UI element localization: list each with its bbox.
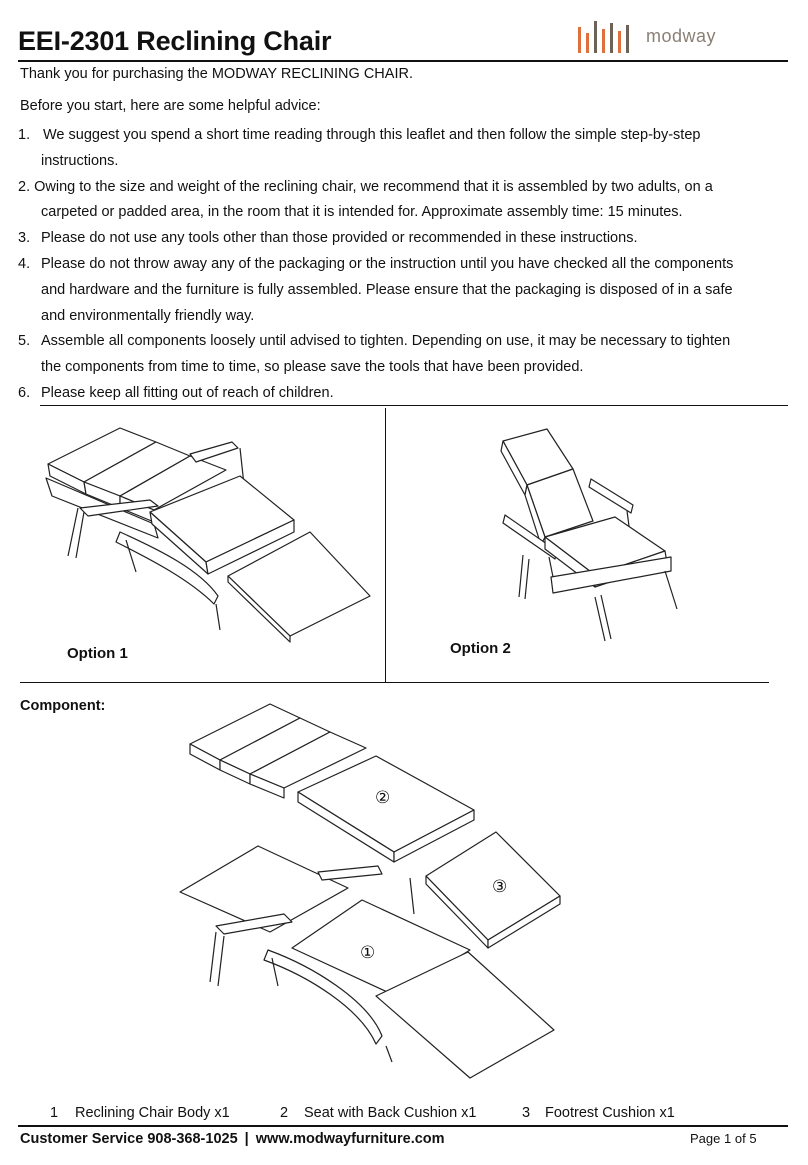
product-name: MODWAY RECLINING CHAIR. xyxy=(211,66,413,82)
advice-item-2 xyxy=(18,175,778,227)
advice-text: instructions. xyxy=(41,152,119,169)
advice-item-5: 5. Assemble all components loosely until advised to tighten. Depending on use, it may be necessary to tighten the components from time to time, so please save the tools that have been provided. xyxy=(18,329,778,381)
option2-label: Option 2 xyxy=(450,640,511,657)
footer-rule xyxy=(18,1125,788,1127)
advice-heading: Before you start, here are some helpful advice: xyxy=(20,98,321,114)
callout-1: ① xyxy=(360,943,376,962)
figure-rule-bottom xyxy=(20,682,769,683)
callout-3: ③ xyxy=(492,877,508,896)
intro-prefix: Thank you for purchasing the xyxy=(20,66,212,82)
intro-line xyxy=(20,66,413,82)
advice-list xyxy=(18,123,778,407)
part-3-label: Footrest Cushion x1 xyxy=(545,1105,675,1121)
advice-text: and hardware and the furniture is fully assembled. Please ensure that the packaging is disposed of in a safe xyxy=(41,281,733,298)
advice-text: Assemble all components loosely until advised to tighten. Depending on use, it may be necessary to tighten xyxy=(41,333,731,350)
website-link[interactable]: www.modwayfurniture.com xyxy=(255,1131,445,1147)
footer-separator: | xyxy=(244,1131,249,1147)
advice-item-6: 6. Please keep all fitting out of reach of children. xyxy=(18,381,778,407)
advice-item-4: 4. Please do not throw away any of the packaging or the instruction until you have checked all the components and hardware and the furniture is fully assembled. Please ensure that the packaging is disposed of in a safe and environmentally friendly way. xyxy=(18,252,778,329)
customer-service: Customer Service 908-368-1025 xyxy=(20,1131,238,1147)
figure-rule-top xyxy=(40,405,788,406)
advice-item-1: 1. We suggest you spend a short time reading through this leaflet and then follow the simple step-by-step instructions. xyxy=(18,123,778,175)
brand-name: modway xyxy=(646,26,717,46)
page-title: EEI-2301 Reclining Chair xyxy=(18,26,332,56)
advice-text: 2. Owing to the size and weight of the reclining chair, we recommend that it is assembled by two adults, on a xyxy=(18,178,713,195)
part-2-num: 2 xyxy=(280,1105,289,1121)
option1-lounger-illustration xyxy=(40,420,380,640)
header-rule xyxy=(18,60,788,62)
component-exploded-illustration xyxy=(180,700,570,1100)
part-1-num: 1 xyxy=(50,1105,59,1121)
advice-text: Please do not throw away any of the packaging or the instruction until you have checked all the components xyxy=(41,255,734,272)
advice-item-3: 3. Please do not use any tools other than those provided or recommended in these instructions. xyxy=(18,226,778,252)
footer-contact xyxy=(20,1131,445,1147)
advice-text: Please do not use any tools other than those provided or recommended in these instructions. xyxy=(41,230,638,247)
part-2-label: Seat with Back Cushion x1 xyxy=(304,1105,477,1121)
part-1-label: Reclining Chair Body x1 xyxy=(75,1105,230,1121)
advice-text: and environmentally friendly way. xyxy=(41,307,255,324)
page-indicator: Page 1 of 5 xyxy=(690,1131,757,1146)
callout-2: ② xyxy=(375,788,391,807)
option1-label: Option 1 xyxy=(67,645,128,662)
advice-text: We suggest you spend a short time reading through this leaflet and then follow the simple step-by-step xyxy=(43,127,701,143)
advice-text: carpeted or padded area, in the room that it is intended for. Approximate assembly time: 15 minutes. xyxy=(41,204,683,221)
figure-divider xyxy=(385,408,386,683)
advice-text: the components from time to time, so please save the tools that have been provided. xyxy=(41,359,584,376)
component-heading: Component: xyxy=(20,698,106,714)
option2-chair-illustration xyxy=(495,425,685,645)
part-3-num: 3 xyxy=(522,1105,531,1121)
advice-text: Please keep all fitting out of reach of children. xyxy=(41,384,334,401)
